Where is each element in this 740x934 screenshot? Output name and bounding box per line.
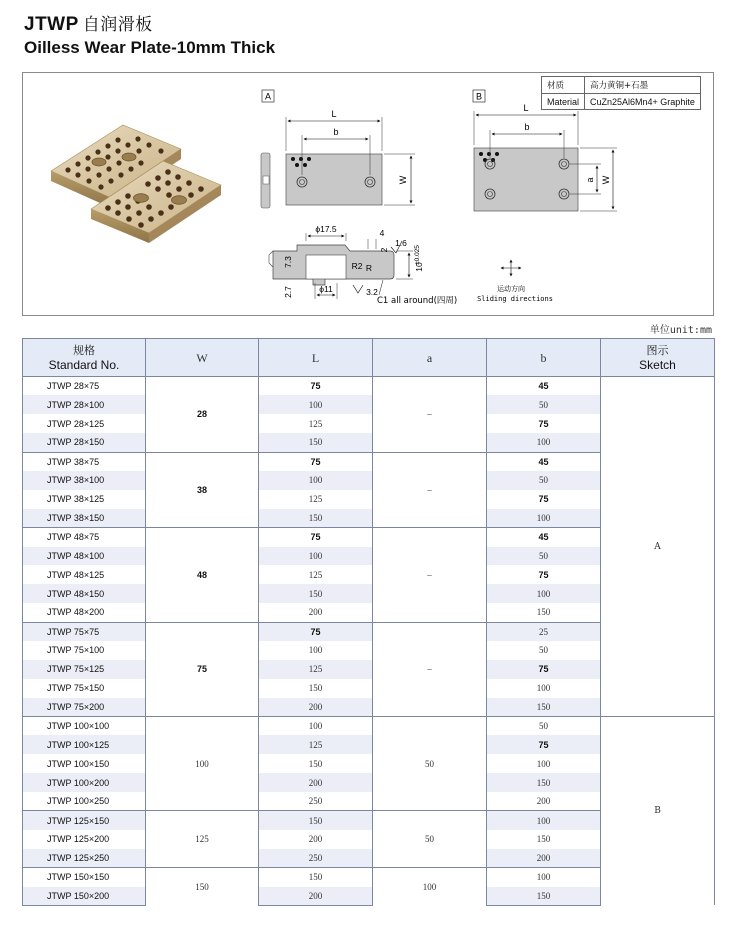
dim-a-b: a (585, 177, 595, 183)
cell-standard: JTWP 48×125 (23, 565, 146, 584)
cell-standard: JTWP 125×250 (23, 849, 146, 868)
cell-standard: JTWP 38×100 (23, 471, 146, 490)
cell-w: 48 (146, 528, 259, 622)
cell-standard: JTWP 75×75 (23, 622, 146, 641)
cell-l: 75 (259, 452, 373, 471)
cell-standard: JTWP 48×75 (23, 528, 146, 547)
dim-3-2: 3.2 (366, 287, 378, 297)
cell-l: 150 (259, 509, 373, 528)
cell-b: 100 (487, 754, 601, 773)
dim-b-b: b (524, 122, 530, 132)
page-subtitle: Oilless Wear Plate-10mm Thick (24, 38, 276, 57)
cell-l: 125 (259, 660, 373, 679)
cell-standard: JTWP 100×125 (23, 735, 146, 754)
cell-w: 28 (146, 377, 259, 453)
table-row (23, 717, 715, 736)
cell-b: 150 (487, 603, 601, 622)
dim-10-tol: ±0.025 (414, 245, 421, 265)
sliding-cn: 运动方向 (497, 285, 525, 293)
cell-l: 150 (259, 754, 373, 773)
cell-b: 200 (487, 792, 601, 811)
dim-phi-11: ϕ11 (319, 284, 333, 294)
cell-b: 75 (487, 414, 601, 433)
cell-l: 250 (259, 792, 373, 811)
cell-standard: JTWP 48×150 (23, 584, 146, 603)
cell-a: – (373, 622, 487, 716)
header-sketch-en: Sketch (639, 357, 676, 372)
cell-a: 50 (373, 811, 487, 868)
cell-standard: JTWP 100×250 (23, 792, 146, 811)
header-standard-en: Standard No. (48, 357, 120, 372)
cell-b: 50 (487, 395, 601, 414)
cell-l: 125 (259, 565, 373, 584)
cell-standard: JTWP 48×100 (23, 547, 146, 566)
header-sketch-cn: 图示 (646, 343, 669, 357)
cell-sketch-a: A (601, 377, 715, 717)
cell-l: 75 (259, 622, 373, 641)
cell-standard: JTWP 75×100 (23, 641, 146, 660)
cell-sketch-b: B (601, 717, 715, 906)
cell-b: 150 (487, 830, 601, 849)
dim-w-a: W (398, 175, 408, 185)
cell-a: – (373, 528, 487, 622)
cell-b: 100 (487, 868, 601, 887)
cell-l: 125 (259, 490, 373, 509)
table-header-row (23, 339, 715, 377)
cell-standard: JTWP 100×200 (23, 773, 146, 792)
dim-b-a: b (333, 127, 339, 137)
cell-standard: JTWP 28×75 (23, 377, 146, 396)
table-row (23, 377, 715, 396)
cell-w: 125 (146, 811, 259, 868)
cell-standard: JTWP 28×125 (23, 414, 146, 433)
cell-b: 100 (487, 811, 601, 830)
cell-standard: JTWP 75×125 (23, 660, 146, 679)
cell-standard: JTWP 150×200 (23, 887, 146, 906)
cell-l: 75 (259, 528, 373, 547)
dim-w-b: W (601, 175, 611, 185)
chamfer-note: C1 all around(四周) (377, 296, 458, 306)
sliding-directions (477, 260, 553, 303)
drawing-panel (22, 72, 714, 316)
cell-l: 200 (259, 887, 373, 906)
dim-l-b: L (523, 103, 529, 113)
cell-b: 45 (487, 377, 601, 396)
title-cn: 自润滑板 (82, 15, 153, 35)
view-a-label: A (264, 91, 272, 102)
cell-b: 50 (487, 547, 601, 566)
cell-l: 100 (259, 471, 373, 490)
dim-2: 2 (379, 247, 389, 253)
cell-w: 75 (146, 622, 259, 716)
cell-l: 200 (259, 773, 373, 792)
dim-10: 10 (414, 262, 424, 272)
cell-a: 50 (373, 717, 487, 811)
material-label-en: Material (542, 94, 585, 110)
cell-b: 50 (487, 717, 601, 736)
cell-l: 100 (259, 547, 373, 566)
cell-a: – (373, 377, 487, 453)
cell-l: 200 (259, 603, 373, 622)
cell-w: 100 (146, 717, 259, 811)
cell-standard: JTWP 28×100 (23, 395, 146, 414)
header-standard (23, 339, 146, 377)
sliding-en: Sliding directions (477, 295, 553, 303)
header-l: L (259, 339, 373, 377)
cell-l: 250 (259, 849, 373, 868)
cell-standard: JTWP 75×150 (23, 679, 146, 698)
cell-b: 100 (487, 509, 601, 528)
cell-standard: JTWP 125×200 (23, 830, 146, 849)
cell-l: 200 (259, 830, 373, 849)
material-value-cn: 高力黄铜+石墨 (585, 77, 701, 94)
cell-standard: JTWP 38×150 (23, 509, 146, 528)
dim-l-a: L (331, 109, 337, 119)
cell-l: 75 (259, 377, 373, 396)
dim-1-6: 1.6 (395, 238, 407, 248)
cell-l: 100 (259, 395, 373, 414)
cell-b: 45 (487, 528, 601, 547)
cell-standard: JTWP 38×75 (23, 452, 146, 471)
cell-b: 45 (487, 452, 601, 471)
cell-b: 100 (487, 679, 601, 698)
cell-a: – (373, 452, 487, 528)
dim-r: R (365, 263, 373, 273)
cell-l: 150 (259, 811, 373, 830)
unit-label: 单位unit:mm (649, 325, 712, 336)
header-a: a (373, 339, 487, 377)
spec-table (22, 338, 715, 906)
view-b (473, 90, 617, 211)
cell-b: 50 (487, 471, 601, 490)
cell-l: 150 (259, 584, 373, 603)
cell-b: 150 (487, 698, 601, 717)
dim-7-3: 7.3 (283, 256, 293, 268)
cell-l: 125 (259, 735, 373, 754)
cell-standard: JTWP 38×125 (23, 490, 146, 509)
section-detail (269, 224, 457, 306)
header-w: W (146, 339, 259, 377)
cell-standard: JTWP 100×100 (23, 717, 146, 736)
cell-b: 75 (487, 660, 601, 679)
cell-l: 150 (259, 433, 373, 452)
cell-standard: JTWP 28×150 (23, 433, 146, 452)
cell-b: 25 (487, 622, 601, 641)
cell-b: 150 (487, 773, 601, 792)
cell-standard: JTWP 100×150 (23, 754, 146, 773)
view-a (261, 90, 415, 208)
cell-l: 150 (259, 679, 373, 698)
cell-b: 75 (487, 565, 601, 584)
cell-b: 75 (487, 735, 601, 754)
cell-standard: JTWP 125×150 (23, 811, 146, 830)
cell-standard: JTWP 150×150 (23, 868, 146, 887)
cell-a: 100 (373, 868, 487, 906)
cell-standard: JTWP 75×200 (23, 698, 146, 717)
header-b: b (487, 339, 601, 377)
cell-l: 125 (259, 414, 373, 433)
cell-l: 100 (259, 641, 373, 660)
cell-l: 200 (259, 698, 373, 717)
dim-2-7: 2.7 (283, 286, 293, 298)
dim-r2: R2 (351, 261, 363, 271)
page-title (24, 10, 153, 36)
dim-phi-17-5: ϕ17.5 (315, 224, 337, 234)
dim-4: 4 (379, 228, 385, 238)
cell-b: 100 (487, 433, 601, 452)
cell-b: 200 (487, 849, 601, 868)
header-sketch (601, 339, 715, 377)
cell-b: 75 (487, 490, 601, 509)
cell-standard: JTWP 48×200 (23, 603, 146, 622)
cell-w: 150 (146, 868, 259, 906)
cell-b: 100 (487, 584, 601, 603)
technical-drawing (23, 73, 715, 317)
material-label-cn: 材质 (542, 77, 585, 94)
cell-b: 50 (487, 641, 601, 660)
product-photo (51, 125, 221, 243)
cell-l: 100 (259, 717, 373, 736)
header-standard-cn: 规格 (73, 343, 95, 357)
title-code: JTWP (24, 14, 79, 35)
cell-l: 150 (259, 868, 373, 887)
cell-w: 38 (146, 452, 259, 528)
material-value-en: CuZn25Al6Mn4+ Graphite (585, 94, 701, 110)
view-b-label: B (475, 91, 483, 102)
cell-b: 150 (487, 887, 601, 906)
